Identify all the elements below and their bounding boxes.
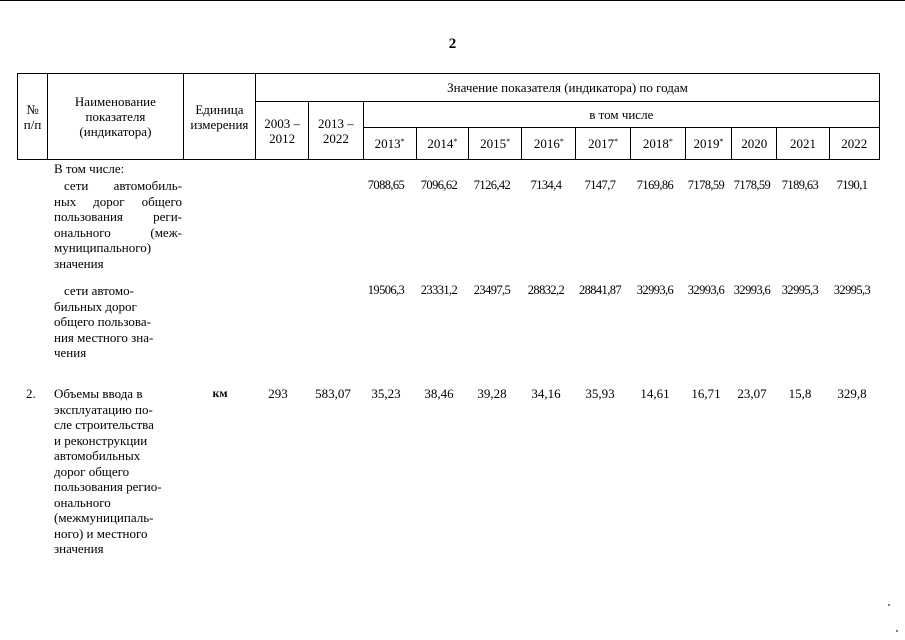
- year-value-cell: 32995,3: [781, 283, 819, 297]
- year-label: 2022: [841, 136, 868, 151]
- name-line: дорог общего: [54, 463, 130, 479]
- year-mark: *: [559, 137, 564, 146]
- year-value-cell: 23331,2: [420, 283, 458, 297]
- header-year-2018: [630, 128, 685, 160]
- year-value-cell: 32993,6: [687, 283, 725, 297]
- name-line: Объемы ввода в: [54, 386, 143, 401]
- year-value-cell: 32993,6: [636, 283, 674, 297]
- year-value-cell: 7178,59: [687, 178, 725, 192]
- year-value-cell: 38,46: [424, 386, 454, 401]
- year-value-cell: 23,07: [737, 386, 767, 401]
- header-name-label: Наименование показателя (индикатора): [74, 94, 156, 139]
- year-value-cell: 7126,42: [473, 178, 511, 192]
- row2-unit: км: [212, 386, 228, 400]
- row2-period1: 293: [268, 386, 288, 401]
- name-line: пользования регио-: [54, 479, 162, 494]
- header-number-cell: [18, 74, 48, 160]
- header-year-2022: [829, 128, 879, 160]
- year-value-cell: 7088,65: [367, 178, 405, 192]
- header-period-2013-2022: [309, 102, 363, 160]
- year-value-cell: 7147,7: [584, 178, 616, 192]
- header-year-2019: [685, 128, 731, 160]
- name-line: сети автомобиль-: [64, 178, 182, 193]
- year-label: 2014: [427, 136, 454, 151]
- header-year-2021: [777, 128, 829, 160]
- header-period1-label: 2003 – 2012: [264, 115, 301, 146]
- header-year-2013: [363, 128, 416, 160]
- name-line: чения: [54, 345, 87, 360]
- year-label: 2020: [741, 136, 768, 151]
- year-value-cell: 329,8: [837, 386, 867, 401]
- name-line: онального: [54, 494, 111, 510]
- header-year-2014: [416, 128, 468, 160]
- year-label: 2016: [533, 136, 560, 151]
- row2-period2: 583,07: [315, 386, 351, 401]
- name-line: автомобильных: [54, 448, 141, 463]
- year-value-cell: 35,23: [371, 386, 401, 401]
- year-value-cell: 14,61: [640, 386, 670, 401]
- name-line: значения: [54, 255, 104, 271]
- header-period2-label: 2013 – 2022: [318, 115, 354, 146]
- year-label: 2021: [789, 136, 816, 151]
- header-year-2016: [522, 128, 576, 160]
- regional-roads-name: [54, 178, 182, 271]
- year-mark: *: [400, 137, 405, 146]
- scan-speck: [896, 630, 898, 632]
- year-value-cell: 7134,4: [530, 178, 562, 192]
- year-value-cell: 23497,5: [473, 283, 511, 297]
- year-value-cell: 28832,2: [527, 283, 565, 297]
- year-label: 2013: [374, 136, 401, 151]
- row2-name: [54, 386, 182, 557]
- indicator-table-header: [17, 73, 880, 160]
- local-roads-name: [54, 283, 182, 361]
- subtitle-including: В том числе:: [54, 161, 125, 176]
- header-unit-label: Единица измерения: [190, 101, 249, 132]
- header-including: в том числе: [363, 102, 879, 128]
- page-number: 2: [448, 36, 457, 52]
- scan-speck: [888, 604, 890, 606]
- year-label: 2018: [642, 136, 669, 151]
- name-line: муниципального): [54, 240, 152, 255]
- year-value-cell: 7096,62: [420, 178, 458, 192]
- year-value-cell: 39,28: [477, 386, 507, 401]
- year-value-cell: 19506,3: [367, 283, 405, 297]
- year-mark: *: [668, 137, 673, 146]
- name-line: бильных дорог: [54, 298, 137, 314]
- header-name-cell: [48, 74, 184, 160]
- year-value-cell: 7190,1: [836, 178, 868, 192]
- name-line: значения: [54, 541, 104, 556]
- header-unit-cell: [183, 74, 255, 160]
- name-line: пользования реги-: [54, 209, 182, 224]
- name-line: и реконструкции: [54, 432, 148, 448]
- name-line: эксплуатацию по-: [54, 401, 153, 417]
- page-top-edge-line: [0, 0, 905, 1]
- year-mark: *: [453, 137, 458, 146]
- year-value-cell: 15,8: [788, 386, 812, 401]
- year-mark: *: [719, 137, 724, 146]
- name-line: сле строительства: [54, 417, 154, 432]
- year-mark: *: [614, 137, 619, 146]
- year-value-cell: 34,16: [531, 386, 561, 401]
- year-label: 2019: [693, 136, 720, 151]
- year-value-cell: 7178,59: [733, 178, 771, 192]
- year-value-cell: 7189,63: [781, 178, 819, 192]
- name-line: (межмуниципаль-: [54, 510, 154, 525]
- name-line: онального (меж-: [54, 224, 182, 240]
- year-label: 2017: [588, 136, 615, 151]
- year-mark: *: [506, 137, 511, 146]
- name-line: сети автомо-: [64, 283, 134, 298]
- header-year-2020: [732, 128, 777, 160]
- header-year-2017: [576, 128, 630, 160]
- name-line: общего пользова-: [54, 314, 151, 329]
- year-value-cell: 32993,6: [733, 283, 771, 297]
- header-number-label: № п/п: [23, 101, 42, 132]
- year-label: 2015: [480, 136, 507, 151]
- year-value-cell: 28841,87: [578, 283, 622, 297]
- name-line: ного) и местного: [54, 525, 148, 541]
- name-line: ния местного зна-: [54, 329, 154, 345]
- row2-number: 2.: [26, 386, 36, 401]
- header-values-by-year: Значение показателя (индикатора) по годам: [256, 74, 880, 102]
- year-value-cell: 16,71: [691, 386, 721, 401]
- year-value-cell: 7169,86: [636, 178, 674, 192]
- header-year-2015: [469, 128, 522, 160]
- header-period-2003-2012: [256, 102, 309, 160]
- name-line: ных дорог общего: [54, 193, 182, 209]
- year-value-cell: 32995,3: [833, 283, 871, 297]
- year-value-cell: 35,93: [585, 386, 615, 401]
